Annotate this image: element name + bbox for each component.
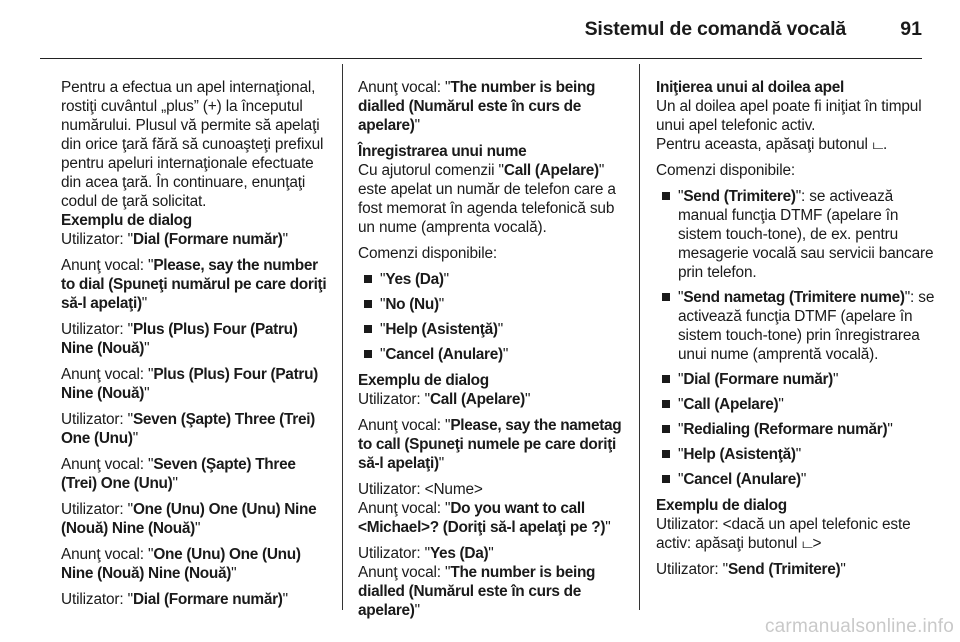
page-number: 91 (900, 18, 922, 40)
dialog-line: Anunţ vocal: "Please, say the number to dial (Spuneţi numărul pe care doriţi să-l apelaţi)" (61, 257, 327, 312)
command-item: "Cancel (Anulare)" (358, 345, 628, 364)
dialog-line: Utilizator: "Yes (Da)" (358, 545, 494, 562)
dialog-line: Utilizator: "Plus (Plus) Four (Patru) Nine (Nouă)" (61, 321, 298, 357)
commands-list (358, 270, 628, 364)
column-divider-1 (342, 64, 343, 610)
dialog-line: Utilizator: "One (Unu) One (Unu) Nine (Nouă) Nine (Nouă)" (61, 501, 317, 537)
dialog-line: Anunţ vocal: "Plus (Plus) Four (Patru) Nine (Nouă)" (61, 366, 319, 402)
command-item: "Call (Apelare)" (656, 395, 936, 414)
page-header (0, 0, 960, 60)
dialog-line: Utilizator: <Nume> (358, 481, 483, 498)
page-title: Sistemul de comandă vocală (584, 18, 846, 40)
column-2 (358, 78, 628, 627)
command-item: "Send nametag (Trimitere nume)": se activează funcţia DTMF (apelare în sistem touch-tone) prin înregistrarea unui nume (amprentă vocală). (656, 288, 936, 364)
column-3 (656, 78, 936, 586)
dialog-line: Utilizator: "Seven (Şapte) Three (Trei) One (Unu)" (61, 411, 316, 447)
dialog-line: Utilizator: "Call (Apelare)" (358, 391, 531, 408)
section-heading: Iniţierea unui al doilea apel (656, 79, 845, 96)
dialog-line: Anunţ vocal: "Please, say the nametag to call (Spuneţi numele pe care doriţi să-l apelaţi)" (358, 417, 622, 472)
commands-list (656, 187, 936, 489)
example-heading: Exemplu de dialog (358, 372, 489, 389)
column-divider-2 (639, 64, 640, 610)
dialog-line: Utilizator: "Send (Trimitere)" (656, 561, 846, 578)
command-item: "No (Nu)" (358, 295, 628, 314)
section-paragraph: Cu ajutorul comenzii "Call (Apelare)" este apelat un număr de telefon care a fost memorat în agenda telefonică sub un nume (amprenta vocală). (358, 162, 616, 236)
commands-label: Comenzi disponibile: (358, 245, 498, 262)
command-item: "Redialing (Reformare număr)" (656, 420, 936, 439)
phone-voice-button-icon: ட (871, 136, 883, 152)
command-item: "Yes (Da)" (358, 270, 628, 289)
watermark: carmanualsonline.info (764, 616, 954, 637)
section-heading: Înregistrarea unui nume (358, 143, 527, 160)
dialog-line: Anunţ vocal: "One (Unu) One (Unu) Nine (Nouă) Nine (Nouă)" (61, 546, 301, 582)
command-item: "Help (Asistenţă)" (656, 445, 936, 464)
section-paragraph: Un al doilea apel poate fi iniţiat în timpul unui apel telefonic activ. Pentru aceasta, apăsaţi butonul ட. (656, 98, 922, 153)
dialog-line: Anunţ vocal: "Do you want to call <Michael>? (Doriţi să-l apelaţi pe ?)" (358, 500, 611, 536)
column-1 (61, 78, 331, 616)
phone-voice-button-icon: ட (801, 535, 813, 551)
command-item: "Dial (Formare număr)" (656, 370, 936, 389)
example-heading: Exemplu de dialog (656, 497, 787, 514)
dialog-line: Anunţ vocal: "The number is being dialled (Numărul este în curs de apelare)" (358, 564, 596, 619)
dialog-line: Utilizator: "Dial (Formare număr)" (61, 231, 288, 248)
intro-paragraph: Pentru a efectua un apel internaţional, rostiţi cuvântul „plus” (+) la începutul numărului. Plusul vă permite să apelaţi din orice ţară fără să cunoaşteţi prefixul pentru apeluri internaţionale efectuate din acea ţară. În continuare, enunţaţi codul de ţară solicitat. (61, 79, 324, 210)
dialog-list (61, 230, 331, 609)
voice-line: Anunţ vocal: "The number is being dialled (Numărul este în curs de apelare)" (358, 79, 596, 134)
command-item: "Help (Asistenţă)" (358, 320, 628, 339)
header-rule (40, 58, 922, 59)
command-item: "Cancel (Anulare)" (656, 470, 936, 489)
dialog-line: Utilizator: "Dial (Formare număr)" (61, 591, 288, 608)
commands-label: Comenzi disponibile: (656, 162, 796, 179)
example-heading: Exemplu de dialog (61, 212, 192, 229)
command-item: "Send (Trimitere)": se activează manual funcţia DTMF (apelare în sistem touch-tone), de ex. pentru mesagerie vocală sau servicii bancare prin telefon. (656, 187, 936, 282)
dialog-line: Utilizator: <dacă un apel telefonic este activ: apăsaţi butonul ட> (656, 516, 911, 552)
dialog-line: Anunţ vocal: "Seven (Şapte) Three (Trei) One (Unu)" (61, 456, 296, 492)
